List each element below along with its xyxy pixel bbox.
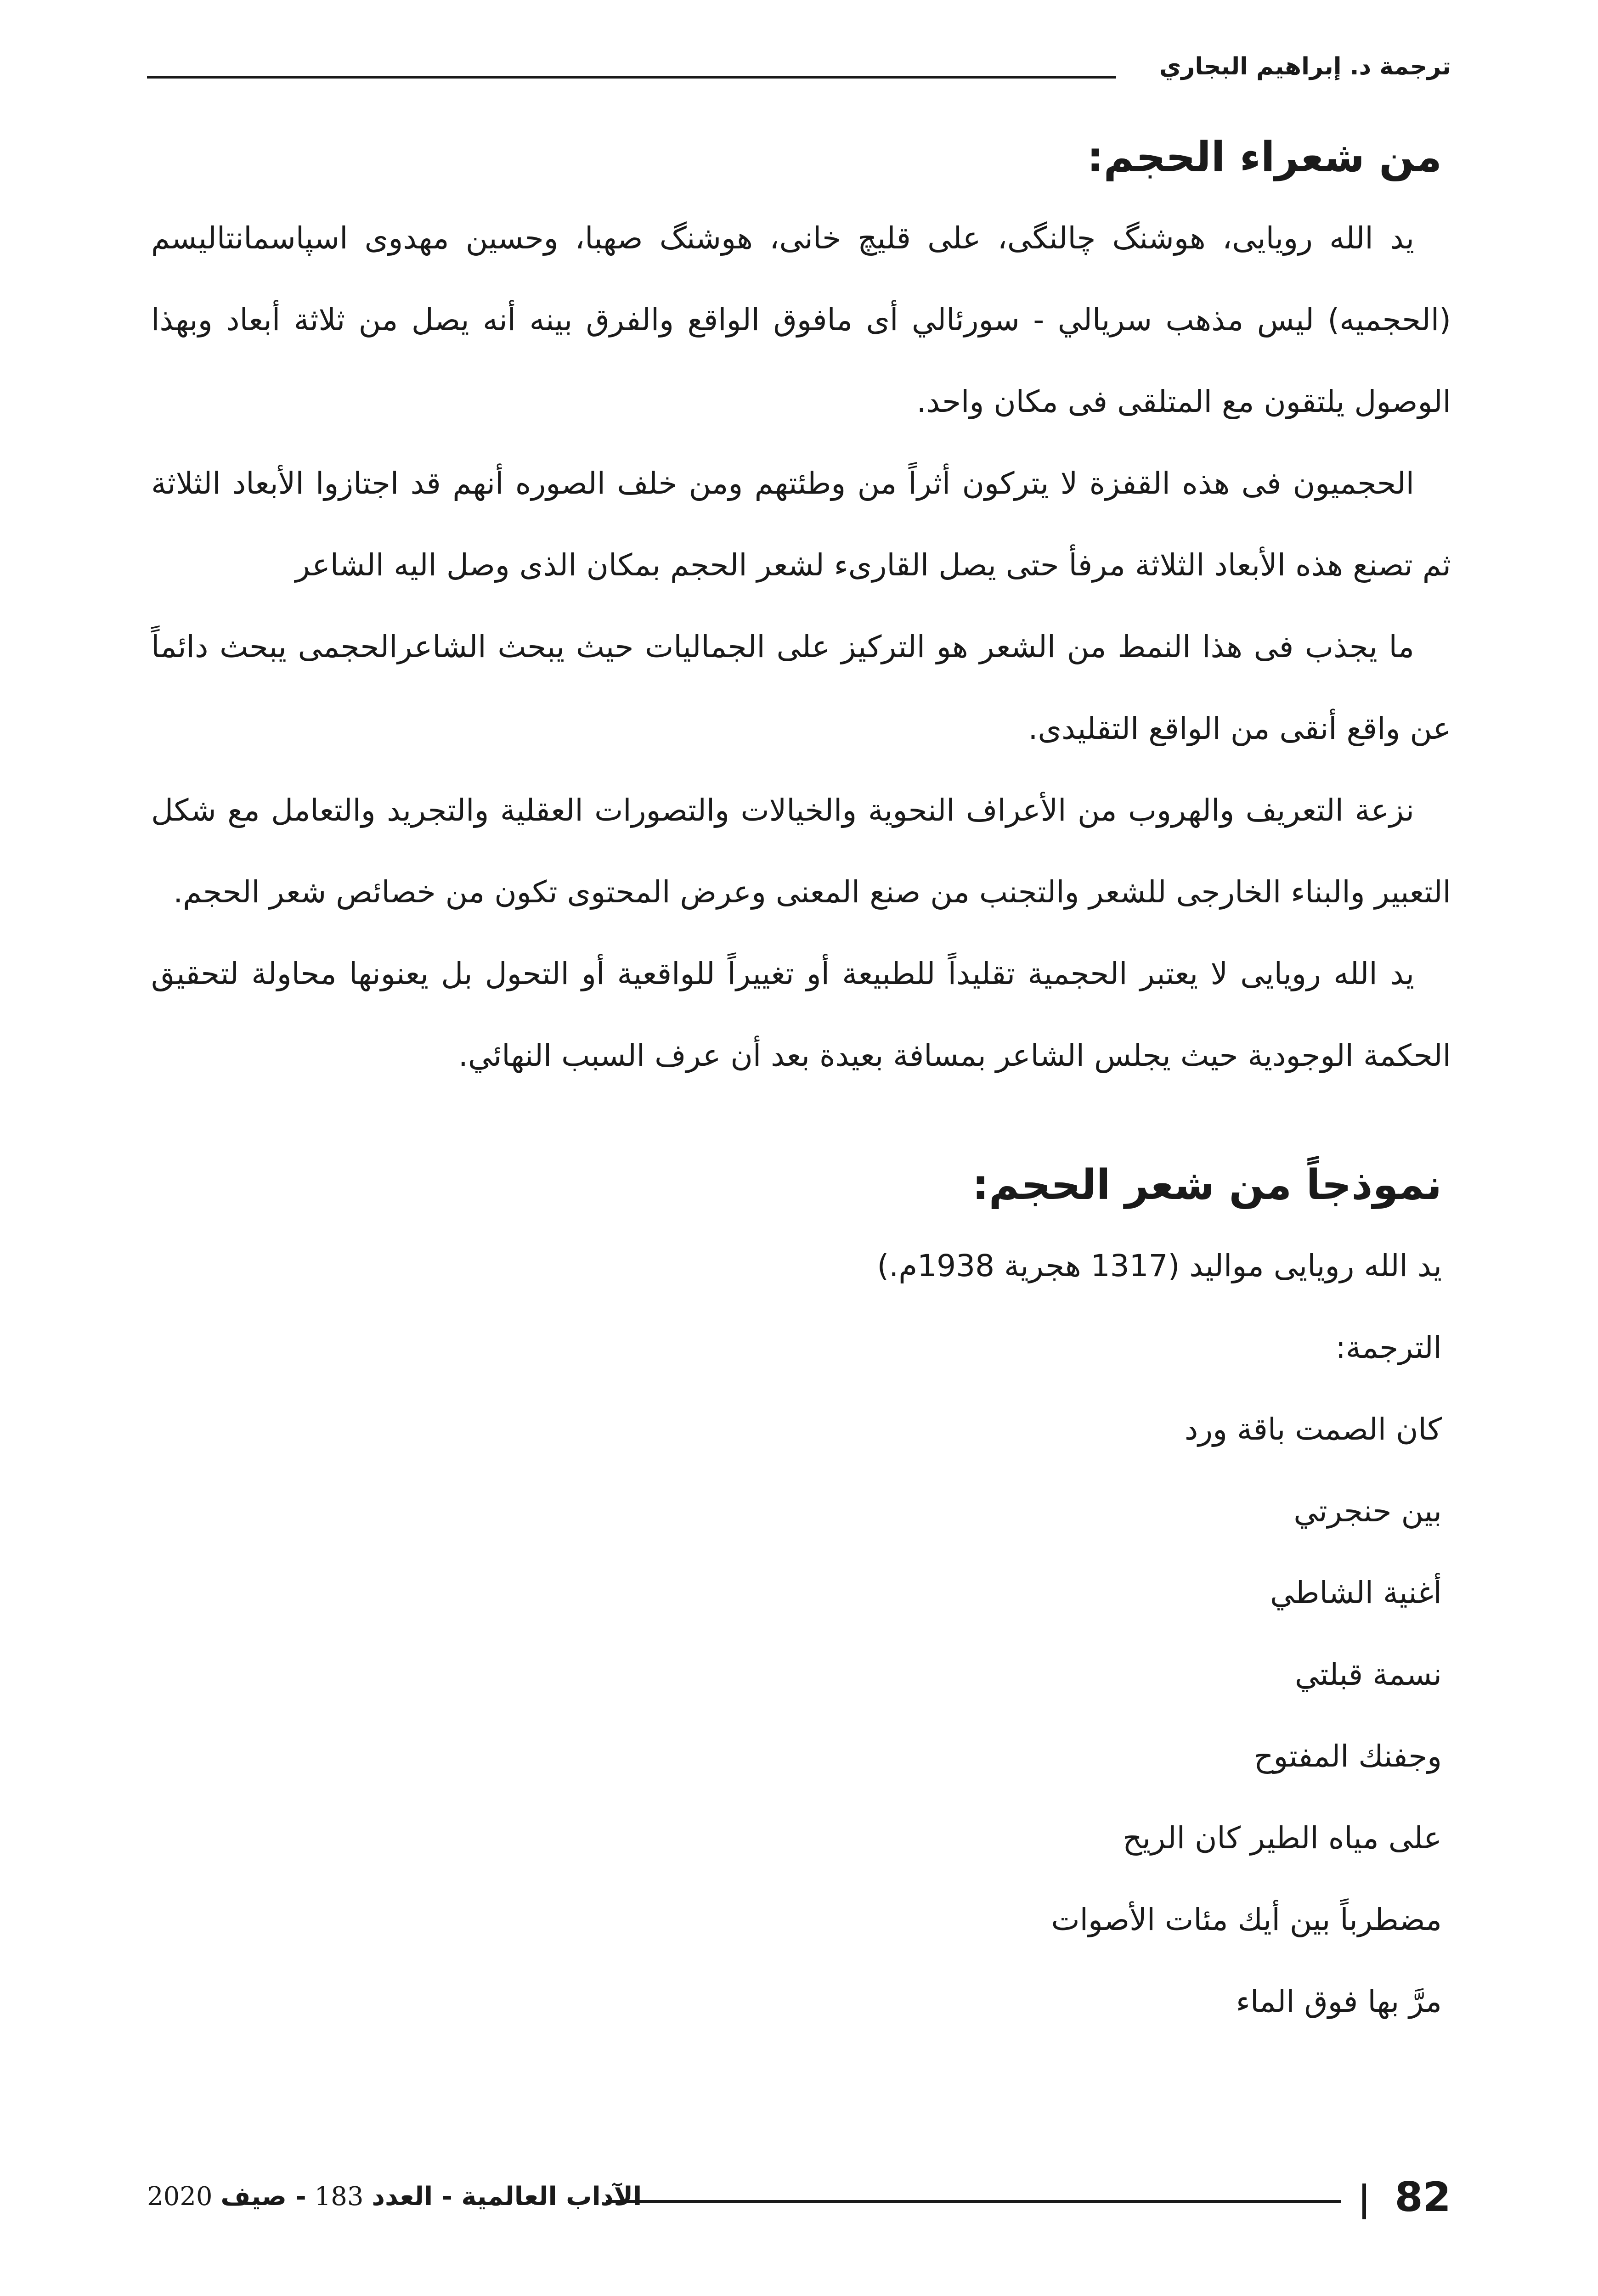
section-heading-sample: نموذجاً من شعر الحجم: [972, 1161, 1442, 1209]
poem-line: مضطرباً بين أيك مئات الأصوات [1051, 1902, 1442, 1937]
journal-name: الآداب العالمية - العدد [372, 2182, 642, 2212]
season: صيف [220, 2182, 287, 2212]
poem-line: على مياه الطير كان الريح [1123, 1820, 1442, 1856]
page-footer [147, 2173, 1451, 2228]
header-rule [147, 76, 1116, 79]
footer-rule [606, 2200, 1341, 2203]
poem-line: بين حنجرتي [1293, 1493, 1442, 1529]
translator-credit: ترجمة د. إبراهيم البجاري [1159, 53, 1451, 80]
section-heading-poets: من شعراء الحجم: [1087, 133, 1442, 181]
article-body [151, 129, 1451, 2043]
poem-line: مرَّ بها فوق الماء [1236, 1984, 1442, 2019]
poem-line: كان الصمت باقة ورد [1184, 1412, 1442, 1447]
issue-number: 183 [314, 2182, 364, 2212]
poem-line: نسمة قبلتي [1294, 1657, 1442, 1692]
paragraph: يد الله رويايى، هوشنگ چالنگى، على قليچ خانى، هوشنگ صهبا، وحسين مهدوى اسپاسمانتاليسم (الحجميه) ليس مذهب سريالي - سورئالي أى مافوق الواقع والفرق بينه أنه يصل من ثلاثة أبعاد وبهذا الوصول يلتقون مع المتلقى فى مكان واحد. [151, 220, 1451, 419]
journal-citation: الآداب العالمية - العدد 183 - صيف 2020 [147, 2182, 642, 2212]
paragraph: الحجميون فى هذه القفزة لا يتركون أثراً من وطئتهم ومن خلف الصوره أنهم قد اجتازوا الأبعاد الثلاثة ثم تصنع هذه الأبعاد الثلاثة مرفأ حتى يصل القارىء لشعر الحجم بمكان الذى وصل اليه الشاعر [151, 466, 1451, 583]
paragraph: يد الله رويايى لا يعتبر الحجمية تقليداً للطبيعة أو تغييراً للواقعية أو التحول بل يعنونها محاولة لتحقيق الحكمة الوجودية حيث يجلس الشاعر بمسافة بعيدة بعد أن عرف السبب النهائي. [151, 956, 1451, 1073]
page-number: 82 [1395, 2173, 1451, 2221]
footer-separator [1362, 2183, 1366, 2219]
page-header [147, 53, 1451, 90]
poem-line: وجفنك المفتوح [1254, 1739, 1442, 1774]
translation-label: الترجمة: [1335, 1330, 1442, 1365]
poet-birth-line: يد الله رويايى مواليد (1317 هجرية 1938م.) [877, 1248, 1442, 1283]
year: 2020 [147, 2182, 213, 2212]
paragraph: ما يجذب فى هذا النمط من الشعر هو التركيز على الجماليات حيث يبحث الشاعرالحجمى يبحث دائماً عن واقع أنقى من الواقع التقليدى. [151, 629, 1451, 746]
paragraph: نزعة التعريف والهروب من الأعراف النحوية والخيالات والتصورات العقلية والتجريد والتعامل مع شكل التعبير والبناء الخارجى للشعر والتجنب من صنع المعنى وعرض المحتوى تكون من خصائص شعر الحجم. [151, 793, 1451, 910]
poem-line: أغنية الشاطي [1270, 1575, 1442, 1610]
